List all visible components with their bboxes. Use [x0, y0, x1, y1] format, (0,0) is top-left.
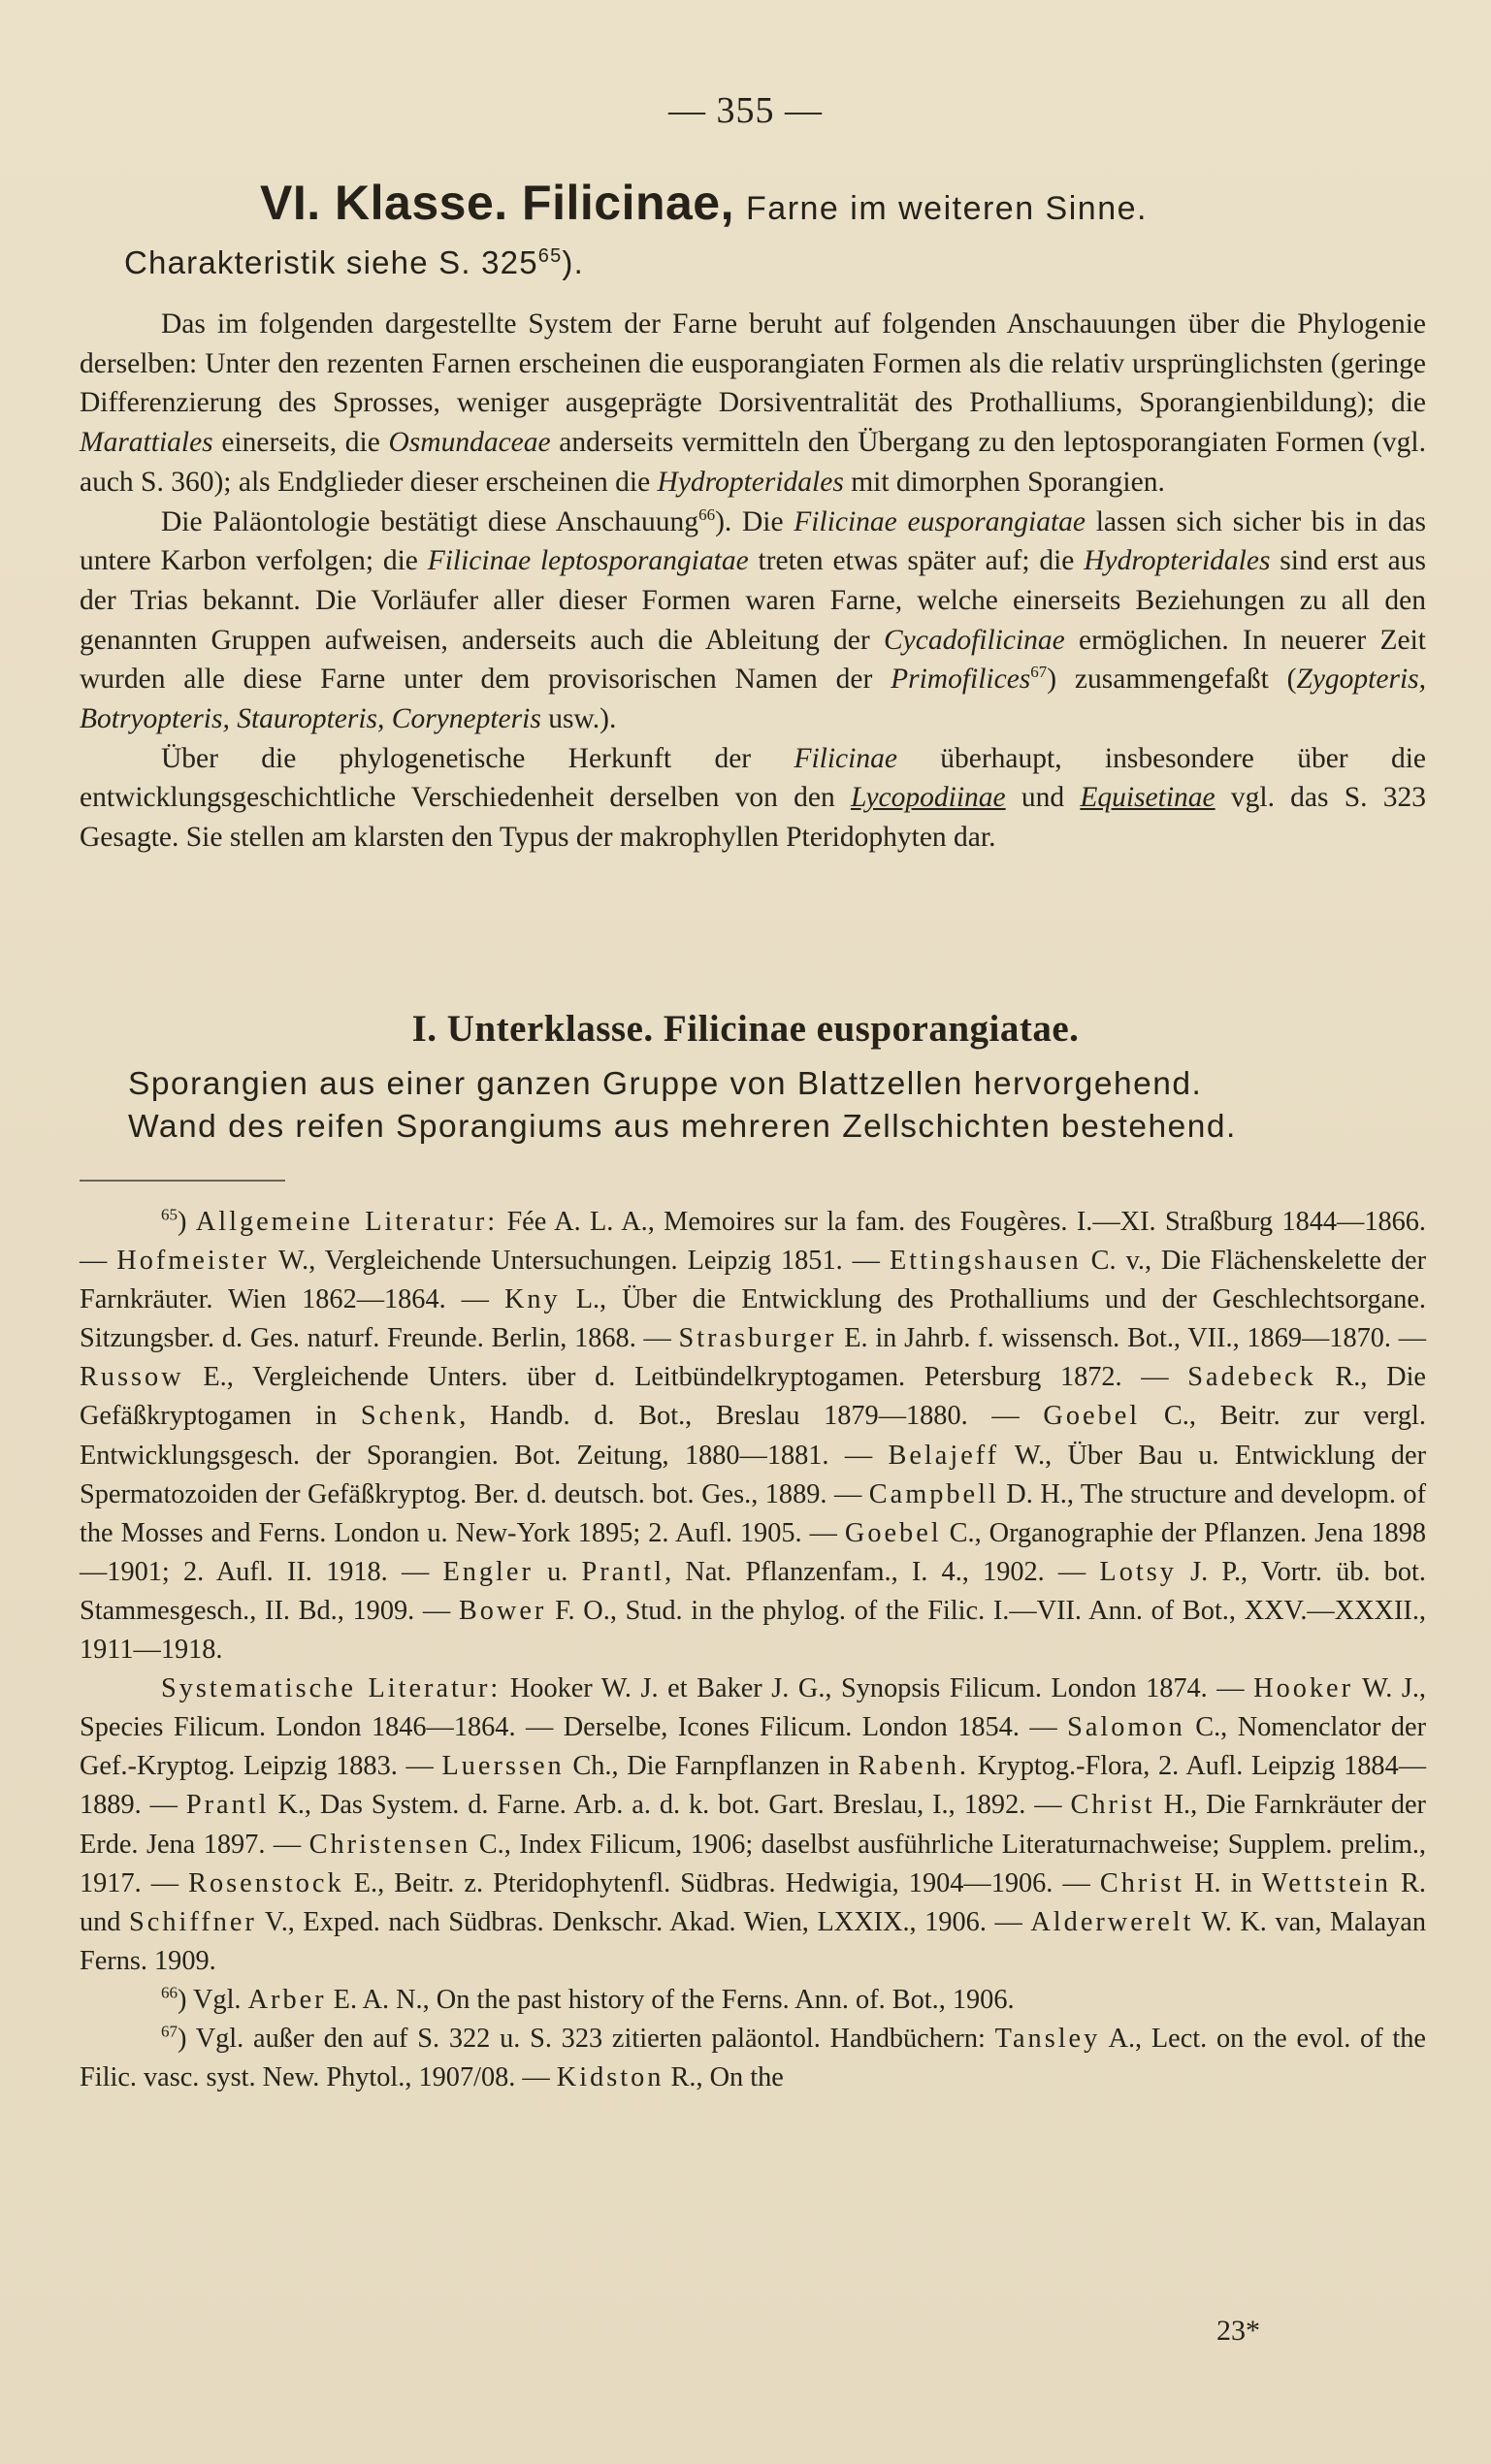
chapter-subtitle: Farne im weiteren Sinne.	[746, 190, 1148, 227]
author-name: Luerssen	[441, 1751, 565, 1782]
footnotes	[80, 1203, 1426, 2097]
paragraph-1	[80, 305, 1426, 503]
text: C., Index Filicum, 1906; daselbst ausführliche Literaturnachweise; Supplem. prelim., 1917. —	[80, 1829, 1426, 1898]
text: ) zusammengefaßt (	[1047, 664, 1297, 696]
text: Über die phylogenetische Herkunft der	[161, 742, 794, 774]
text: Hooker W. J. et Baker J. G., Synopsis Filicum. London 1874. —	[501, 1673, 1254, 1704]
text: A., Lect. on the evol. of the Filic. vasc. syst. New. Phytol., 1907/08. —	[80, 2023, 1426, 2093]
subclass-heading: I. Unterklasse. Filicinae eusporangiatae.	[411, 1008, 1080, 1050]
text: ). Die	[715, 505, 794, 537]
text: K., Das System. d. Farne. Arb. a. d. k. bot. Gart. Breslau, I., 1892. —	[269, 1790, 1071, 1821]
footnote-mark: 66	[161, 1983, 178, 2002]
text: Ch., Die Farnpflanzen in	[564, 1751, 859, 1782]
footnote-divider	[80, 1180, 285, 1182]
text: F. O., Stud. in the phylog. of the Filic. I.—VII. Ann. of Bot., XXV.—XXXII., 1911—1918.	[80, 1595, 1426, 1666]
author-name: Engler	[442, 1556, 534, 1587]
author-name: Strasburger	[678, 1323, 837, 1354]
chapter-heading	[260, 175, 1148, 231]
author-name: Bower	[458, 1595, 547, 1626]
author-name: Salomon	[1067, 1712, 1185, 1743]
author-name: Tansley	[994, 2023, 1101, 2054]
body-text	[80, 305, 1426, 858]
author-name: Alderwerelt	[1030, 1906, 1194, 1937]
footnote-ref-65: 65	[537, 245, 563, 267]
text: treten etwas später auf; die	[748, 545, 1085, 577]
taxon-name: Osmundaceae	[388, 427, 551, 459]
subclass-description-line: Wand des reifen Sporangiums aus mehreren Zellschichten bestehend.	[128, 1109, 1237, 1145]
author-name: Goebel	[1043, 1401, 1141, 1432]
text: vgl. das S. 323 Gesagte. Sie stellen am klarsten den Typus der makrophyllen Pteridophyten dar.	[80, 782, 1426, 854]
author-name: Wettstein	[1261, 1867, 1391, 1898]
text: H. in	[1184, 1867, 1262, 1898]
taxon-name: Filicinae leptosporangiatae	[427, 545, 749, 577]
text: E., Beitr. z. Pteridophytenfl. Südbras. Hedwigia, 1904—1906. —	[343, 1867, 1100, 1898]
author-name: Ettingshausen	[889, 1246, 1082, 1277]
text: überhaupt, insbesondere über die entwicklungsgeschichtliche Verschiedenheit derselben von den	[80, 742, 1426, 814]
signature-mark: 23*	[1216, 2315, 1260, 2347]
author-name: Hofmeister	[116, 1246, 270, 1277]
author-name: Christensen	[308, 1829, 471, 1860]
author-name: Christ	[1070, 1790, 1155, 1821]
author-name: Belajeff	[888, 1440, 1000, 1471]
taxon-name: Zygopteris, Botryopteris, Stauropteris, Corynepteris	[80, 664, 1426, 735]
text: Das im folgenden dargestellte System der Farne beruht auf folgenden Anschauungen über die Phylogenie derselben: Unter den rezenten Farnen erscheinen die eusporangiaten Formen als die relativ ursprünglichsten (geringe Differenzierung des Sprosses, weniger ausgeprägte Dorsiventralität des Prothalliums, Sporangienbildung); die	[80, 308, 1426, 419]
author-name: Rabenh.	[858, 1751, 969, 1782]
characteristic-reference	[124, 244, 584, 281]
text: J. P., Vortr. üb. bot. Stammesgesch., II. Bd., 1909. —	[80, 1556, 1426, 1626]
author-name: Kny	[503, 1284, 561, 1315]
spaced-heading: Systematische Literatur:	[161, 1673, 502, 1704]
taxon-name: Hydropteridales	[1084, 545, 1271, 577]
author-name: Goebel	[844, 1517, 942, 1548]
subclass-description-line: Sporangien aus einer ganzen Gruppe von Blattzellen hervorgehend.	[128, 1066, 1203, 1102]
text: R., On the	[664, 2062, 784, 2093]
text: W. K. van, Malayan Ferns. 1909.	[80, 1906, 1426, 1976]
text: u.	[533, 1556, 582, 1587]
author-name: Prantl	[581, 1556, 665, 1587]
text: usw.).	[540, 703, 617, 735]
text: E. in Jahrb. f. wissensch. Bot., VII., 1869—1870. —	[836, 1323, 1426, 1354]
text: R. und	[80, 1867, 1426, 1937]
author-name: Kidston	[556, 2062, 664, 2093]
text: C., Organographie der Pflanzen. Jena 1898—1901; 2. Aufl. II. 1918. —	[80, 1517, 1427, 1587]
text: ) Vgl.	[178, 1984, 248, 2015]
text: und	[1005, 782, 1081, 814]
taxon-name: Primofilices	[891, 664, 1031, 696]
footnote-systematic-literature	[80, 1670, 1426, 1981]
footnote-mark: 67	[161, 2022, 178, 2041]
text: )	[178, 1207, 196, 1237]
author-name: Schenk	[360, 1401, 460, 1432]
author-name: Prantl	[185, 1790, 270, 1821]
text: mit dimorphen Sporangien.	[843, 466, 1165, 498]
author-name: Russow	[80, 1362, 184, 1393]
text: E. A. N., On the past history of the Ferns. Ann. of. Bot., 1906.	[326, 1984, 1015, 2015]
spaced-heading: Allgemeine Literatur:	[195, 1207, 499, 1237]
text: V., Exped. nach Südbras. Denkschr. Akad. Wien, LXXIX., 1906. —	[256, 1906, 1031, 1937]
taxon-name: Cycadofilicinae	[883, 624, 1065, 656]
author-name: Lotsy	[1099, 1556, 1177, 1587]
footnote-mark: 65	[161, 1205, 178, 1224]
author-name: Arber	[247, 1984, 327, 2015]
text: C., Beitr. zur vergl. Entwicklungsgesch. der Sporangien. Bot. Zeitung, 1880—1881. —	[80, 1401, 1426, 1471]
taxon-name: Hydropteridales	[657, 466, 844, 498]
chapter-title: VI. Klasse. Filicinae,	[260, 176, 735, 230]
author-name: Rosenstock	[188, 1867, 344, 1898]
taxon-name: Filicinae	[794, 742, 897, 774]
text: ) Vgl. außer den auf S. 322 u. S. 323 zitierten paläontol. Handbüchern:	[178, 2023, 995, 2054]
footnote-67	[80, 2020, 1426, 2097]
text: Fée A. L. A., Memoires sur la fam. des Fougères. I.—XI. Straßburg 1844—1866. —	[80, 1207, 1426, 1277]
text: D. H., The structure and developm. of the Mosses and Ferns. London u. New-York 1895; 2. Aufl. 1905. —	[80, 1478, 1426, 1548]
text: L., Über die Entwicklung des Prothalliums und der Geschlechtsorgane. Sitzungsber. d. Ges. naturf. Freunde. Berlin, 1868. —	[80, 1284, 1426, 1354]
subclass-description	[128, 1063, 1426, 1149]
author-name: Hooker	[1253, 1673, 1354, 1704]
taxon-name: Lycopodiinae	[850, 782, 1006, 814]
taxon-name: Equisetinae	[1080, 782, 1215, 814]
page-number: — 355 —	[668, 90, 823, 131]
text: , Nat. Pflanzenfam., I. 4., 1902. —	[664, 1556, 1100, 1587]
text: R., Die Gefäßkryptogamen in	[80, 1362, 1426, 1432]
paragraph-3	[80, 739, 1426, 858]
text: lassen sich sicher bis in das untere Karbon verfolgen; die	[80, 505, 1427, 577]
author-name: Christ	[1099, 1867, 1185, 1898]
text: E., Vergleichende Unters. über d. Leitbündelkryptogamen. Petersburg 1872. —	[183, 1362, 1188, 1393]
text: W., Vergleichende Untersuchungen. Leipzig 1851. —	[269, 1246, 890, 1277]
text: einerseits, die	[212, 427, 389, 459]
text: sind erst aus der Trias bekannt. Die Vorläufer aller dieser Formen waren Farne, welche einerseits Beziehungen zu all den genannten Gruppen aufweisen, anderseits auch die Ableitung der	[80, 545, 1426, 656]
footnote-65	[80, 1203, 1426, 1670]
text: C., Nomenclator der Gef.-Kryptog. Leipzig 1883. —	[80, 1712, 1427, 1782]
author-name: Sadebeck	[1187, 1362, 1316, 1393]
author-name: Campbell	[868, 1478, 999, 1509]
text: anderseits vermitteln den Übergang zu den leptosporangiaten Formen (vgl. auch S. 360); als Endglieder dieser erscheinen die	[80, 427, 1426, 498]
author-name: Schiffner	[129, 1906, 257, 1937]
text: ermöglichen. In neuerer Zeit wurden alle diese Farne unter dem provisorischen Namen der	[80, 624, 1426, 696]
footnote-ref-66: 66	[698, 504, 716, 524]
footnote-66	[80, 1981, 1426, 2020]
footnote-ref-67: 67	[1030, 663, 1048, 682]
text: , Handb. d. Bot., Breslau 1879—1880. —	[459, 1401, 1044, 1432]
taxon-name: Filicinae eusporangiatae	[794, 505, 1086, 537]
text: W. J., Species Filicum. London 1846—1864. — Derselbe, Icones Filicum. London 1854. —	[80, 1673, 1426, 1743]
text: W., Über Bau u. Entwicklung der Spermatozoiden der Gefäßkryptog. Ber. d. deutsch. bot. Ges., 1889. —	[80, 1440, 1426, 1509]
text: Die Paläontologie bestätigt diese Anschauung	[161, 505, 699, 537]
text: Kryptog.-Flora, 2. Aufl. Leipzig 1884—1889. —	[80, 1751, 1427, 1821]
characteristic-text: Charakteristik siehe S. 325	[124, 244, 538, 280]
taxon-name: Marattiales	[80, 427, 213, 459]
characteristic-end: ).	[562, 244, 584, 280]
text: H., Die Farnkräuter der Erde. Jena 1897. —	[80, 1790, 1426, 1860]
paragraph-2	[80, 503, 1426, 739]
text: C. v., Die Flächenskelette der Farnkräuter. Wien 1862—1864. —	[80, 1246, 1427, 1315]
